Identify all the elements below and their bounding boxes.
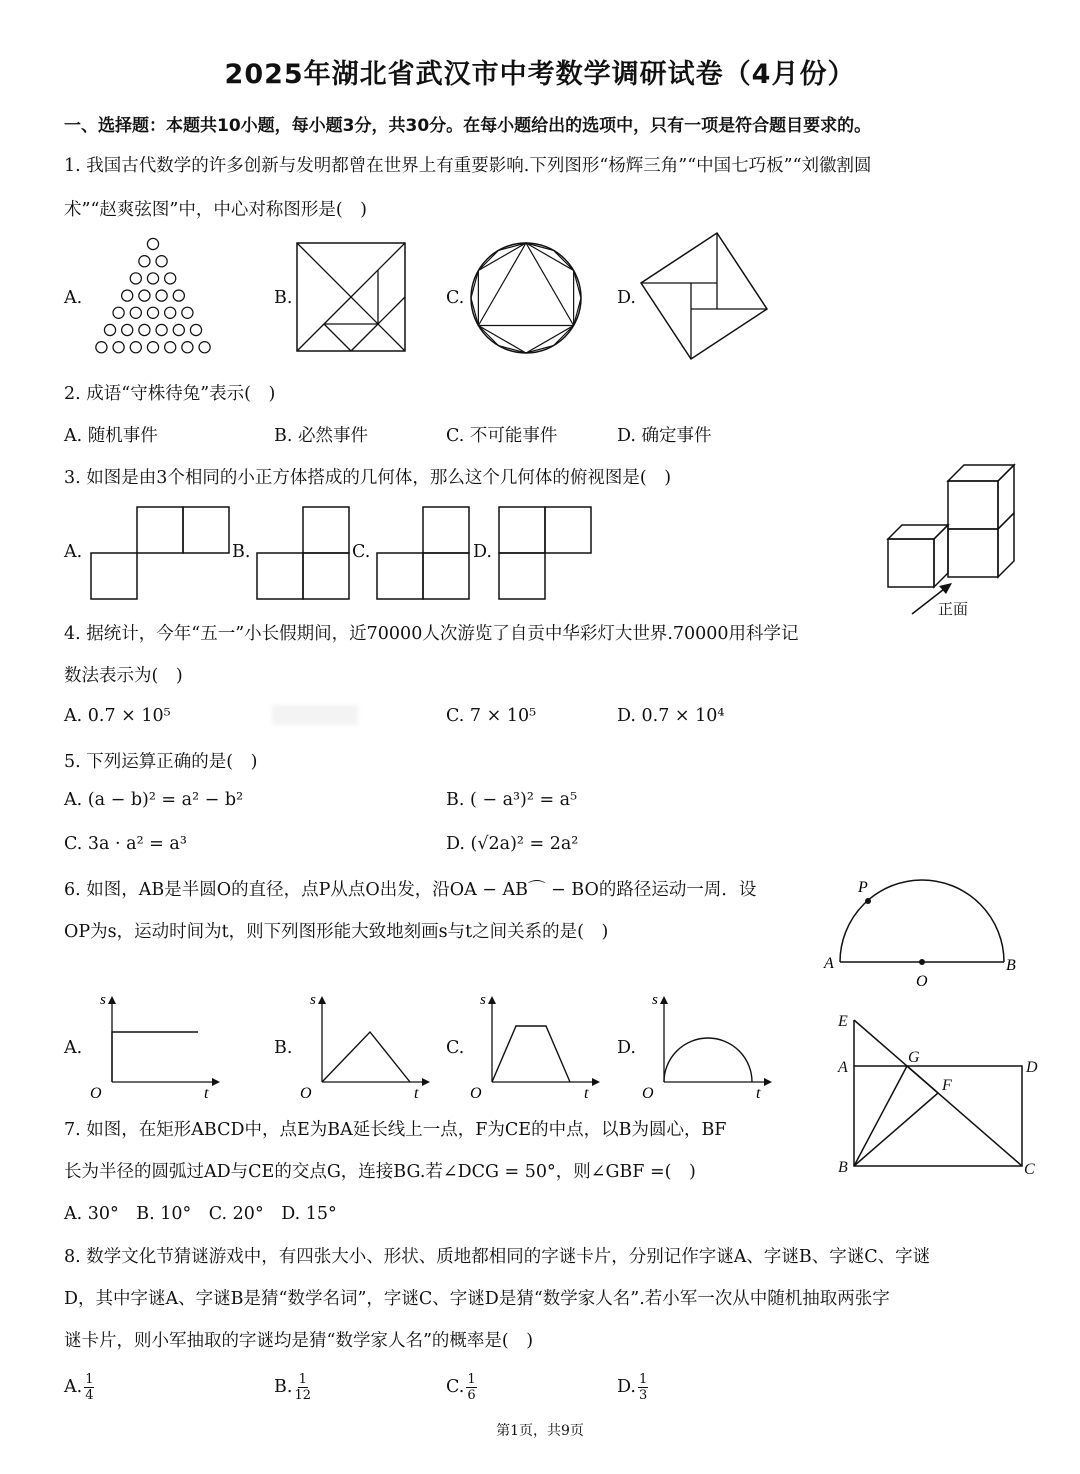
axis-s-label: s — [100, 992, 106, 1008]
q5-option-c[interactable]: C. 3a · a² = a³ — [64, 834, 187, 854]
axis-t-label: t — [584, 1085, 589, 1102]
q8-option-b-fraction: $\frac{1}{12}$ — [294, 1372, 311, 1403]
tangram-figure — [296, 242, 408, 354]
page-title: 2025年湖北省武汉市中考数学调研试卷（4月份） — [224, 59, 856, 90]
label-a: A — [838, 1059, 848, 1076]
q6-stem-line2: OP为s，运动时间为t，则下列图形能大致地刻画s与t之间关系的是( ) — [64, 922, 609, 942]
label-b: B — [838, 1159, 848, 1176]
q4-option-c[interactable]: C. 7 × 10⁵ — [446, 706, 537, 726]
q8-option-b-label: B. — [274, 1377, 293, 1397]
axis-t-label: t — [756, 1085, 761, 1102]
q5-option-d[interactable]: D. (√2a)² = 2a² — [446, 834, 579, 854]
q3-stem: 3. 如图是由3个相同的小正方体搭成的几何体，那么这个几何体的俯视图是( ) — [64, 468, 672, 488]
q4-option-b-smudge — [272, 705, 358, 725]
q2-option-a[interactable]: A. 随机事件 — [64, 426, 158, 446]
q3-option-d-label[interactable]: D. — [473, 542, 492, 562]
q3-option-c-label[interactable]: C. — [352, 542, 371, 562]
q7-stem-line2: 长为半径的圆弧过AD与CE的交点G，连接BG.若∠DCG = 50°，则∠GBF =( ) — [64, 1162, 696, 1182]
triangle-circle — [165, 342, 176, 353]
yanghui-triangle-figure — [80, 232, 230, 362]
origin-label: O — [90, 1085, 102, 1102]
q8-option-c-fraction: $\frac{1}{6}$ — [467, 1372, 476, 1403]
origin-label: O — [642, 1085, 654, 1102]
q6-option-c-label[interactable]: C. — [446, 1038, 465, 1058]
axis-s-label: s — [652, 992, 658, 1008]
label-f: F — [942, 1077, 952, 1094]
label-b: B — [1006, 957, 1016, 974]
triangle-circle — [165, 273, 176, 284]
triangle-circle — [113, 342, 124, 353]
triangle-circle — [147, 273, 158, 284]
q6-option-a-label[interactable]: A. — [64, 1038, 83, 1058]
q1-option-a-label[interactable]: A. — [64, 288, 83, 308]
triangle-circle — [173, 324, 184, 335]
q2-stem: 2. 成语“守株待兔”表示( ) — [64, 384, 276, 404]
q6-option-b-label[interactable]: B. — [274, 1038, 293, 1058]
triangle-circle — [190, 324, 201, 335]
q6-stem-line1: 6. 如图，AB是半圆O的直径，点P从点O出发，沿OA − AB⌒ − BO的路径运动一周．设 — [64, 880, 757, 900]
axis-t-label: t — [414, 1085, 419, 1102]
label-p: P — [858, 879, 868, 896]
triangle-circle — [96, 342, 107, 353]
q1-option-c-label[interactable]: C. — [446, 288, 465, 308]
q3-option-a-figure — [90, 506, 232, 602]
q8-option-d[interactable] — [617, 1372, 648, 1403]
q4-option-d[interactable]: D. 0.7 × 10⁴ — [617, 706, 725, 726]
origin-label: O — [300, 1085, 312, 1102]
label-d: D — [1026, 1059, 1038, 1076]
q8-option-a-fraction: $\frac{1}{4}$ — [85, 1372, 94, 1403]
q2-option-b[interactable]: B. 必然事件 — [274, 426, 368, 446]
page-footer: 第1页，共9页 — [496, 1423, 584, 1439]
q6-option-d-label[interactable]: D. — [617, 1038, 636, 1058]
label-e: E — [838, 1013, 848, 1030]
q3-option-c-figure — [376, 506, 472, 602]
label-o: O — [916, 973, 928, 990]
q6-graph-c — [466, 990, 606, 1102]
q3-option-d-figure — [498, 506, 594, 602]
q5-option-b[interactable]: B. ( − a³)² = a⁵ — [446, 790, 578, 810]
q7-stem-line1: 7. 如图，在矩形ABCD中，点E为BA延长线上一点，F为CE的中点，以B为圆心，BF — [64, 1120, 727, 1140]
liuhui-circle-figure — [468, 240, 584, 356]
section-header: 一、选择题：本题共10小题，每小题3分，共30分。在每小题给出的选项中，只有一项是符合题目要求的。 — [64, 116, 872, 136]
q6-graph-b — [296, 990, 436, 1102]
q8-option-c[interactable] — [446, 1372, 477, 1403]
outer-circle — [471, 243, 581, 353]
q8-option-a-label: A. — [64, 1377, 83, 1397]
triangle-circle — [147, 342, 158, 353]
q8-stem-line3: 谜卡片，则小军抽取的字谜均是猜“数学家人名”的概率是( ) — [64, 1331, 534, 1351]
triangle-circle — [130, 273, 141, 284]
triangle-circle — [113, 307, 124, 318]
triangle-circle — [122, 324, 133, 335]
q8-option-c-label: C. — [446, 1377, 465, 1397]
q8-stem-line2: D，其中字谜A、字谜B是猜“数学名词”，字谜C、字谜D是猜“数学家人名”.若小军一次从中随机抽取两张字 — [64, 1289, 890, 1309]
q8-option-b[interactable] — [274, 1372, 311, 1403]
triangle-circle — [147, 307, 158, 318]
q3-option-a-label[interactable]: A. — [64, 542, 83, 562]
q1-stem-line2: 术”“赵爽弦图”中，中心对称图形是( ) — [64, 200, 367, 220]
rectangle-abcd-figure — [830, 1008, 1050, 1180]
triangle-circle — [147, 238, 158, 249]
q4-stem-line2: 数法表示为( ) — [64, 666, 183, 686]
cubes-3d-figure — [884, 464, 1034, 624]
label-a: A — [824, 955, 834, 972]
q3-option-b-figure — [256, 506, 352, 602]
q6-graph-a — [86, 990, 226, 1102]
triangle-circle — [165, 307, 176, 318]
triangle-circle — [139, 290, 150, 301]
triangle-circle — [139, 324, 150, 335]
triangle-circle — [122, 290, 133, 301]
triangle-circle — [156, 290, 167, 301]
q6-graph-d — [638, 990, 778, 1102]
q4-stem-line1: 4. 据统计，今年“五一”小长假期间，近70000人次游览了自贡中华彩灯大世界.70000用科学记 — [64, 624, 799, 644]
q5-stem: 5. 下列运算正确的是( ) — [64, 752, 258, 772]
q1-option-d-label[interactable]: D. — [617, 288, 636, 308]
q1-option-b-label[interactable]: B. — [274, 288, 293, 308]
triangle-circle — [182, 342, 193, 353]
triangle-circle — [173, 290, 184, 301]
triangle-circle — [182, 307, 193, 318]
front-label: 正面 — [938, 600, 969, 618]
axis-s-label: s — [480, 992, 486, 1008]
q3-option-b-label[interactable]: B. — [232, 542, 251, 562]
q8-option-a[interactable] — [64, 1372, 94, 1403]
q4-option-a[interactable]: A. 0.7 × 10⁵ — [64, 706, 171, 726]
q2-option-c[interactable]: C. 不可能事件 — [446, 426, 558, 446]
triangle-circle — [130, 342, 141, 353]
triangle-circle — [139, 256, 150, 267]
triangle-circle — [156, 324, 167, 335]
q8-option-d-label: D. — [617, 1377, 636, 1397]
q2-option-d[interactable]: D. 确定事件 — [617, 426, 712, 446]
triangle-circle — [199, 342, 210, 353]
axis-s-label: s — [310, 992, 316, 1008]
label-g: G — [908, 1049, 920, 1066]
label-c: C — [1024, 1161, 1035, 1178]
axis-t-label: t — [204, 1085, 209, 1102]
q8-option-d-fraction: $\frac{1}{3}$ — [638, 1372, 648, 1403]
q7-options[interactable]: A. 30° B. 10° C. 20° D. 15° — [64, 1204, 337, 1224]
q5-option-a[interactable]: A. (a − b)² = a² − b² — [64, 790, 244, 810]
zhaoshuang-figure — [640, 232, 770, 362]
semicircle-figure — [822, 872, 1022, 990]
q8-stem-line1: 8. 数学文化节猜谜游戏中，有四张大小、形状、质地都相同的字谜卡片，分别记作字谜A、字谜B、字谜C、字谜 — [64, 1247, 931, 1267]
origin-label: O — [470, 1085, 482, 1102]
q1-stem-line1: 1. 我国古代数学的许多创新与发明都曾在世界上有重要影响.下列图形“杨辉三角”“中国七巧板”“刘徽割圆 — [64, 156, 872, 176]
triangle-circle — [156, 256, 167, 267]
triangle-circle — [104, 324, 115, 335]
triangle-circle — [130, 307, 141, 318]
inscribed-hexagon — [478, 243, 573, 353]
